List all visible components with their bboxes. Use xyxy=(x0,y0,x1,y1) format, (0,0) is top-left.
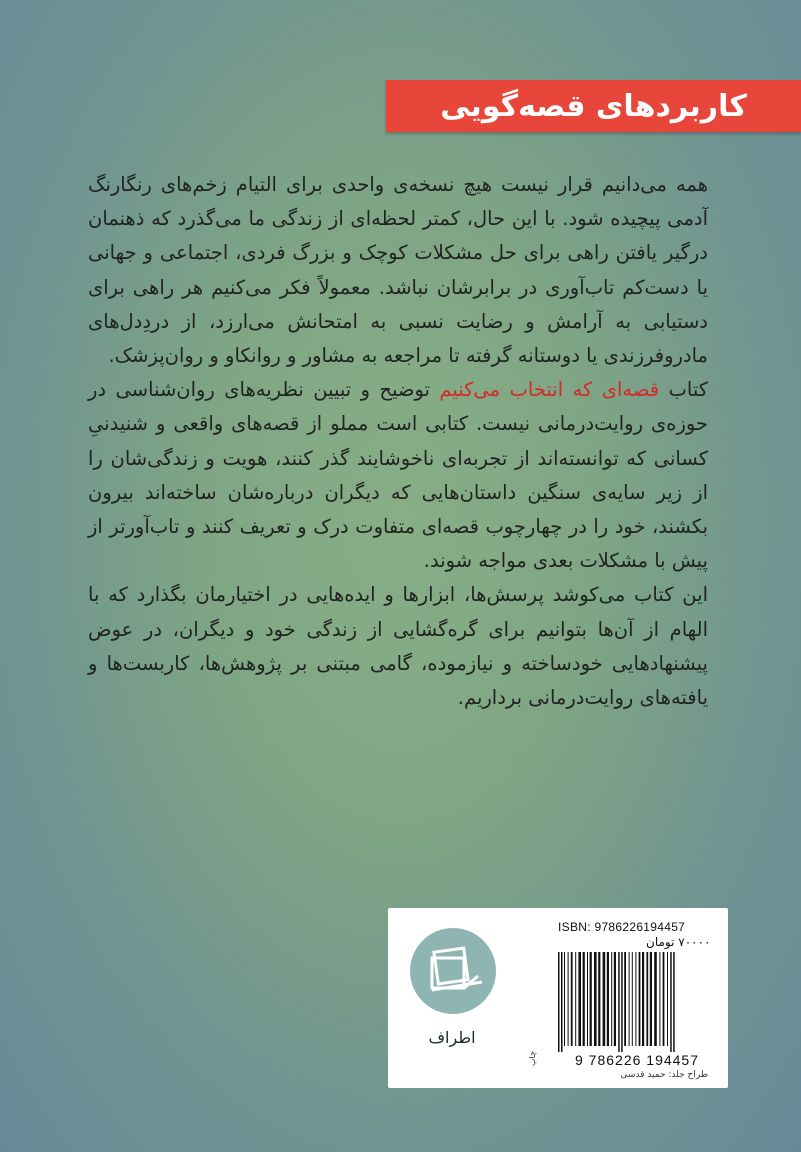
side-label: چاپ xyxy=(528,1051,537,1066)
paragraph-3-text: این کتاب می‌کوشد پرسش‌ها، ابزارها و ایده‌هایی در اختیارمان بگذارد که با الهام از آن‌ها بتوانیم برای گره‌گشایی از زندگی خود و دیگران، در عوض پیشنهادهایی خودساخته و نیازموده، گامی مبتنی بر پژوهش‌ها، کاربست‌ها و یافته‌های روایت‌درمانی برداریم. xyxy=(88,583,708,710)
barcode-bar xyxy=(590,952,592,1046)
barcode-bar xyxy=(629,952,630,1046)
paragraph-2-lead: کتاب xyxy=(659,378,708,402)
publisher-block xyxy=(402,918,502,1078)
barcode-digits: 9 786226 194457 xyxy=(575,1052,699,1068)
isbn-info-box xyxy=(388,908,728,1088)
barcode-bar xyxy=(646,952,648,1046)
barcode-bar xyxy=(571,952,573,1046)
barcode-bar xyxy=(635,952,636,1046)
book-name-highlight: قصه‌ای که انتخاب می‌کنیم xyxy=(439,378,660,402)
barcode-bar xyxy=(568,952,569,1046)
barcode-bar xyxy=(561,952,563,1052)
paragraph-1-text: همه می‌دانیم قرار نیست هیچ نسخه‌ی واحدی برای التیام زخم‌های رنگارنگ آدمی پیچیده شود. با این حال، کمتر لحظه‌ای از زندگی ما می‌گذرد که ذهنمان درگیر یافتن راهی برای حل مشکلات کوچک و بزرگ فردی، اجتماعی و جهانی یا دست‌کم تاب‌آوری در برابرشان نباشد. معمولاً فکر می‌کنیم هر راهی برای دستیابی به آرامش و رضایت نسبی به امتحانش می‌ارزد، از دردِدل‌های مادروفرزندی یا دوستانه گرفته تا مراجعه به مشاور و روانکاو و روان‌پزشک. xyxy=(88,173,708,368)
barcode-bar xyxy=(587,952,588,1046)
paragraph-2-text: توضیح و تبیین نظریه‌های روان‌شناسی در حوزه‌ی روایت‌درمانی نیست. کتابی است مملو از قصه‌های واقعی و شنیدنیِ کسانی که توانسته‌اند از تجربه‌ای ناخوشایند گذر کنند، هویت و زندگی‌شان را از زیر سایه‌ی سنگین داستان‌هایی که دیگران دربار‌ه‌شان ساخته‌اند بیرون بکشند، خود را در چهارچوب قصه‌ای متفاوت درک و تعریف کنند و تاب‌آورتر از پیش با مشکلات بعدی مواجه شوند. xyxy=(88,378,708,573)
barcode-bar xyxy=(670,952,672,1052)
publisher-name: اطراف xyxy=(428,1028,476,1047)
paragraph-2 xyxy=(88,373,708,578)
barcode-bar xyxy=(618,952,620,1052)
barcode-bar xyxy=(564,952,565,1046)
barcode-bar xyxy=(632,952,633,1046)
barcode-bar xyxy=(614,952,616,1046)
isbn-label: ISBN: 9786226194457 xyxy=(558,920,686,934)
barcode-bar xyxy=(594,952,597,1046)
paragraph-3 xyxy=(88,578,708,715)
barcode-bar xyxy=(583,952,585,1046)
publisher-logo-icon xyxy=(410,928,496,1014)
barcode-bar xyxy=(624,952,626,1046)
barcode-bar xyxy=(611,952,612,1046)
barcode-bar xyxy=(603,952,606,1046)
barcode-bar xyxy=(667,952,668,1046)
barcode-bar xyxy=(673,952,675,1052)
barcode-bar xyxy=(663,952,665,1046)
barcode-bar xyxy=(650,952,652,1046)
barcode-bar xyxy=(578,952,581,1046)
barcode-bar xyxy=(642,952,644,1046)
title-banner xyxy=(386,80,801,132)
barcode-bar xyxy=(654,952,657,1046)
barcode-bar xyxy=(598,952,600,1046)
barcode-bar xyxy=(621,952,623,1052)
price-label: ۷۰۰۰۰ تومان xyxy=(646,935,711,949)
cover-designer-credit: طراح جلد: حمید قدسی xyxy=(620,1070,708,1080)
barcode-bar xyxy=(558,952,560,1052)
barcode xyxy=(554,952,720,1054)
back-cover-text xyxy=(88,168,708,715)
barcode-bar xyxy=(607,952,609,1046)
barcode-bar xyxy=(659,952,660,1046)
barcode-bar xyxy=(575,952,576,1046)
paragraph-1 xyxy=(88,168,708,373)
barcode-bar xyxy=(639,952,641,1046)
book-title: کاربردهای قصه‌گویی xyxy=(440,88,747,124)
